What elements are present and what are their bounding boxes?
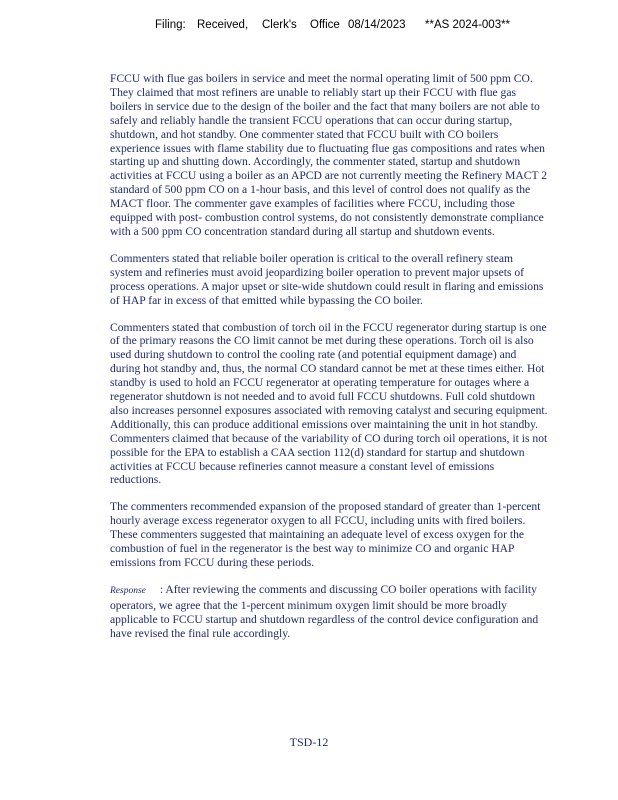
response-paragraph xyxy=(110,583,548,641)
paragraph-flue-gas-boilers: FCCU with flue gas boilers in service and meet the normal operating limit of 500 ppm CO. They claimed that most refiners are unable to reliably start up their FCCU with flue gas boilers in service due to the design of the boiler and the fact that many boilers are not able to safely and reliably handle the transient FCCU operations that can occur during startup, shutdown, and hot standby. One commenter stated that FCCU built with CO boilers experience issues with flame stability due to fluctuating flue gas compositions and rates when starting up and shutting down. Accordingly, the commenter stated, startup and shutdown activities at FCCU using a boiler as an APCD are not currently meeting the Refinery MACT 2 standard of 500 ppm CO on a 1-hour basis, and this level of control does not qualify as the MACT floor. The commenter gave examples of facilities where FCCU, including those equipped with post- combustion control systems, do not consistently demonstrate compliance with a 500 ppm CO concentration standard during all startup and shutdown events. xyxy=(110,72,548,238)
header-docket: **AS 2024-003** xyxy=(425,19,511,31)
paragraph-excess-oxygen: The commenters recommended expansion of the proposed standard of greater than 1-percent hourly average excess regenerator oxygen to all FCCU, including units with fired boilers. These commenters suggested that maintaining an adequate level of excess oxygen for the combustion of fuel in the regenerator is the best way to minimize CO and organic HAP emissions from FCCU during these periods. xyxy=(110,500,541,569)
page-number: TSD-12 xyxy=(289,735,329,749)
paragraph-boiler-operation: Commenters stated that reliable boiler operation is critical to the overall refinery steam system and refineries must avoid jeopardizing boiler operation to prevent major upsets of process operations. A major upset or site-wide shutdown could result in flaring and emissions of HAP far in excess of that emitted while bypassing the CO boiler. xyxy=(110,251,544,307)
document-body xyxy=(110,72,548,654)
response-label: Response xyxy=(110,585,146,596)
header-office: Office xyxy=(310,19,340,31)
header-clerks: Clerk's xyxy=(262,19,297,31)
header-filing: Filing: xyxy=(155,19,186,31)
paragraph-torch-oil: Commenters stated that combustion of torch oil in the FCCU regenerator during startup is one of the primary reasons the CO limit cannot be met during these operations. Torch oil is also used during shutdown to control the cooling rate (and potential equipment damage) and during hot standby and, thus, the normal CO standard cannot be met at these times either. Hot standby is used to hold an FCCU regenerator at operating temperature for outages where a regenerator shutdown is not needed and to avoid full FCCU shutdowns. Full cold shutdown also increases personnel exposures associated with removing catalyst and securing equipment. Additionally, this can produce additional emissions over maintaining the unit in hot standby. Commenters claimed that because of the variability of CO during torch oil operations, it is not possible for the EPA to establish a CAA section 112(d) standard for startup and shutdown activities at FCCU because refineries cannot measure a constant level of emissions reductions. xyxy=(110,320,548,487)
header-date: 08/14/2023 xyxy=(348,19,406,31)
response-text: : After reviewing the comments and discussing CO boiler operations with facility operators, we agree that the 1-percent minimum oxygen limit should be more broadly applicable to FCCU startup and shutdown regardless of the control device configuration and have revised the final rule accordingly. xyxy=(110,582,539,640)
header-received: Received, xyxy=(197,19,249,31)
